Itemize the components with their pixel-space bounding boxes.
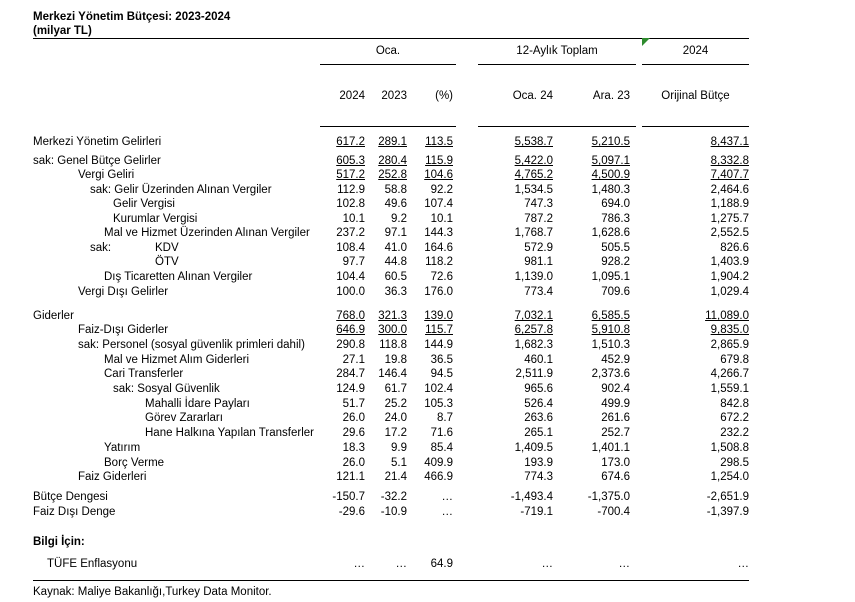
table-row [0,226,855,240]
cell-value: 1,510.3 [591,339,630,351]
cell-value: 10.1 [342,213,365,225]
cell-value: -719.1 [520,506,553,518]
cell-value: 265.1 [524,427,553,439]
cell-value: … [353,558,365,570]
cell-value: 4,765.2 [514,169,553,181]
row-label: Faiz-Dışı Giderler [78,324,169,336]
col-header: Ara. 23 [592,90,630,102]
group-header-2024: 2024 [682,45,709,57]
cell-value: 5,210.5 [591,136,630,148]
cell-value: 263.6 [524,412,553,424]
cell-value: 237.2 [336,227,365,239]
cell-value: 102.4 [424,383,453,395]
row-label: ÖTV [155,256,179,268]
cell-value: 1,401.1 [591,442,630,454]
cell-value: 694.0 [601,198,630,210]
cell-value: … [541,558,553,570]
cell-value: -1,397.9 [706,506,749,518]
cell-value: 1,559.1 [710,383,749,395]
table-row [0,353,855,367]
cell-value: 5,422.0 [514,155,553,167]
table-row [0,557,855,571]
cell-value: 10.1 [430,213,453,225]
table-row [0,285,855,299]
cell-value: 9,835.0 [710,324,749,336]
cell-value: 164.6 [424,242,453,254]
cell-value: 71.6 [430,427,453,439]
col-header: Orijinal Bütçe [661,90,730,102]
table-row [0,426,855,440]
cell-value: 232.2 [720,427,749,439]
cell-value: 121.1 [336,471,365,483]
cell-value: 1,403.9 [710,256,749,268]
cell-value: -1,375.0 [587,491,630,503]
cell-value: 1,628.6 [591,227,630,239]
cell-value: 1,139.0 [514,271,553,283]
cell-value: 7,032.1 [514,310,553,322]
row-label: sak: Personel (sosyal güvenlik primleri dahil) [78,339,305,351]
cell-value: 5,097.1 [591,155,630,167]
table-row [0,367,855,381]
cell-value: 113.5 [425,136,453,148]
cell-value: 115.7 [425,324,453,336]
cell-value: 452.9 [601,354,630,366]
cell-value: 572.9 [524,242,553,254]
cell-value: 118.2 [425,256,453,268]
cell-value: 1,768.7 [514,227,553,239]
table-row [0,323,855,337]
col-header: (%) [435,90,453,102]
cell-value: 902.4 [601,383,630,395]
cell-value: 674.6 [601,471,630,483]
row-label: Giderler [33,310,74,322]
cell-value: -2,651.9 [706,491,749,503]
cell-value: 1,508.8 [710,442,749,454]
cell-value: 21.4 [384,471,407,483]
cell-value: 41.0 [384,242,407,254]
cell-value: 18.3 [342,442,365,454]
cell-value: 102.8 [336,198,365,210]
cell-value: 61.7 [384,383,407,395]
cell-value: 1,682.3 [514,339,553,351]
row-label: Gelir Vergisi [113,198,175,210]
cell-value: 51.7 [342,398,365,410]
row-label: sak: Sosyal Güvenlik [113,383,220,395]
cell-value: 36.3 [384,286,407,298]
cell-value: 64.9 [430,558,453,570]
cell-value: -150.7 [332,491,365,503]
cell-value: -10.9 [380,506,407,518]
cell-value: 617.2 [336,136,365,148]
table-row [0,168,855,182]
cell-value: 173.0 [601,457,630,469]
row-label: Cari Transferler [104,368,184,380]
table-row [0,382,855,396]
header-rule-12m [478,126,636,127]
cell-value: 9.9 [391,442,407,454]
row-label-sub: KDV [155,242,179,254]
cell-value: 144.3 [424,227,453,239]
cell-value: 2,865.9 [710,339,749,351]
cell-value: 4,500.9 [591,169,630,181]
header-rule-oca [320,126,456,127]
cell-value: 774.3 [524,471,553,483]
cell-value: 9.2 [391,213,407,225]
group-rule-2024 [642,64,749,65]
cell-value: 298.5 [720,457,749,469]
cell-value: 176.0 [424,286,453,298]
cell-value: 24.0 [384,412,407,424]
cell-value: -1,493.4 [510,491,553,503]
cell-value: 58.8 [384,184,407,196]
cell-value: 1,275.7 [710,213,749,225]
row-label: sak: Gelir Üzerinden Alınan Vergiler [90,184,272,196]
row-label: Vergi Dışı Gelirler [78,286,169,298]
row-label: Vergi Geliri [78,169,135,181]
cell-value: 7,407.7 [710,169,749,181]
cell-value: 981.1 [524,256,553,268]
cell-value: 289.1 [378,136,407,148]
cell-value: 8.7 [437,412,453,424]
cell-value: 679.8 [720,354,749,366]
bottom-rule [33,580,749,581]
cell-value: 105.3 [424,398,453,410]
cell-value: 409.9 [424,457,453,469]
cell-value: 284.7 [336,368,365,380]
header-rule-2024 [642,126,749,127]
table-row [0,197,855,211]
cell-value: -29.6 [338,506,365,518]
cell-value: 1,188.9 [710,198,749,210]
cell-value: 280.4 [378,155,407,167]
row-label: sak: Genel Bütçe Gelirler [33,155,161,167]
table-row [0,212,855,226]
cell-value: 460.1 [524,354,553,366]
cell-value: 517.2 [336,169,365,181]
cell-value: 104.6 [424,169,453,181]
cell-value: 94.5 [430,368,453,380]
cell-value: 49.6 [384,198,407,210]
group-header-oca: Oca. [375,45,401,57]
cell-value: 118.8 [379,339,407,351]
table-row [0,411,855,425]
table-row [0,505,855,519]
table-row [0,456,855,470]
cell-value: 72.6 [430,271,453,283]
col-header: Oca. 24 [512,90,553,102]
cell-value: 252.8 [378,169,407,181]
cell-value: 27.1 [342,354,365,366]
cell-value: 842.8 [720,398,749,410]
cell-value: 787.2 [524,213,553,225]
cell-value: 8,332.8 [710,155,749,167]
cell-value: 672.2 [720,412,749,424]
cell-value: 965.6 [524,383,553,395]
col-header: 2023 [381,90,407,102]
cell-value: 768.0 [336,310,365,322]
table-row [0,338,855,352]
cell-value: 646.9 [336,324,365,336]
cell-value: 6,257.8 [514,324,553,336]
row-label: Borç Verme [104,457,165,469]
cell-value: 5.1 [391,457,407,469]
column-header-row [0,89,855,103]
table-row [0,154,855,168]
cell-value: 139.0 [424,310,453,322]
cell-value: 1,409.5 [514,442,553,454]
group-header-12m: 12-Aylık Toplam [516,45,598,57]
cell-value: 466.9 [424,471,453,483]
cell-value: 97.1 [384,227,407,239]
cell-value: 2,511.9 [515,368,553,380]
cell-value: -700.4 [597,506,630,518]
cell-value: 146.4 [378,368,407,380]
table-row [0,490,855,504]
cell-value: 747.3 [524,198,553,210]
table-row [0,183,855,197]
cell-value: 605.3 [336,155,365,167]
cell-value: 60.5 [384,271,407,283]
table-row [0,441,855,455]
cell-value: 1,480.3 [591,184,630,196]
cell-value: 100.0 [336,286,365,298]
row-label: sak: [90,242,112,254]
cell-value: 193.9 [524,457,553,469]
row-label: Bilgi İçin: [33,536,85,548]
table-row [0,135,855,149]
row-label: Mal ve Hizmet Alım Giderleri [104,354,250,366]
cell-value: 1,254.0 [710,471,749,483]
cell-value: 144.9 [424,339,453,351]
cell-value: 104.4 [336,271,365,283]
table-row [0,535,855,549]
cell-value: 8,437.1 [710,136,749,148]
cell-value: 526.4 [524,398,553,410]
cell-value: 97.7 [342,256,365,268]
row-label: Mal ve Hizmet Üzerinden Alınan Vergiler [104,227,310,239]
table-row [0,470,855,484]
cell-value: … [441,506,453,518]
table-title: Merkezi Yönetim Bütçesi: 2023-2024 [33,11,231,23]
group-rule-12m [478,64,636,65]
table-row [0,270,855,284]
group-rule-oca [320,64,456,65]
cell-value: 1,904.2 [710,271,749,283]
cell-value: 786.3 [601,213,630,225]
cell-value: 29.6 [342,427,365,439]
cell-value: 505.5 [601,242,630,254]
cell-value: 1,095.1 [591,271,630,283]
row-label: Yatırım [104,442,141,454]
cell-value: 2,464.6 [710,184,749,196]
cell-value: 2,552.5 [710,227,749,239]
cell-value: … [395,558,407,570]
cell-value: 4,266.7 [710,368,749,380]
cell-value: 5,910.8 [591,324,630,336]
cell-value: 709.6 [601,286,630,298]
table-row [0,241,855,255]
row-label: Bütçe Dengesi [33,491,108,503]
cell-value: 112.9 [337,184,365,196]
cell-value: 124.9 [336,383,365,395]
cell-value: 252.7 [601,427,630,439]
cell-value: 36.5 [430,354,453,366]
green-flag-marker [642,38,650,46]
table-row [0,309,855,323]
cell-value: 17.2 [384,427,407,439]
cell-value: 25.2 [384,398,407,410]
cell-value: 261.6 [601,412,630,424]
row-label: TÜFE Enflasyonu [47,558,138,570]
cell-value: 290.8 [336,339,365,351]
cell-value: 107.4 [424,198,453,210]
cell-value: -32.2 [380,491,407,503]
cell-value: 6,585.5 [591,310,630,322]
cell-value: 85.4 [430,442,453,454]
cell-value: 1,029.4 [710,286,749,298]
cell-value: 2,373.6 [591,368,630,380]
cell-value: 773.4 [524,286,553,298]
source-note: Kaynak: Maliye Bakanlığı,Turkey Data Monitor. [33,586,272,598]
cell-value: … [618,558,630,570]
cell-value: 5,538.7 [514,136,553,148]
table-row [0,255,855,269]
row-label: Kurumlar Vergisi [113,213,198,225]
row-label: Merkezi Yönetim Gelirleri [33,136,162,148]
row-label: Faiz Giderleri [78,471,147,483]
table-row [0,397,855,411]
row-label: Dış Ticaretten Alınan Vergiler [104,271,253,283]
cell-value: 26.0 [342,412,365,424]
cell-value: … [737,558,749,570]
cell-value: 826.6 [720,242,749,254]
cell-value: 19.8 [384,354,407,366]
row-label: Hane Halkına Yapılan Transferler [145,427,314,439]
row-label: Mahalli İdare Payları [145,398,250,410]
cell-value: 11,089.0 [705,310,749,322]
cell-value: 115.9 [425,155,453,167]
cell-value: 108.4 [336,242,365,254]
cell-value: 1,534.5 [514,184,553,196]
row-label: Faiz Dışı Denge [33,506,116,518]
cell-value: 26.0 [342,457,365,469]
cell-value: … [441,491,453,503]
col-header: 2024 [339,90,365,102]
cell-value: 300.0 [378,324,407,336]
cell-value: 92.2 [430,184,453,196]
cell-value: 928.2 [601,256,630,268]
row-label: Görev Zararları [145,412,223,424]
cell-value: 44.8 [384,256,407,268]
table-unit: (milyar TL) [33,25,92,37]
cell-value: 321.3 [378,310,407,322]
cell-value: 499.9 [601,398,630,410]
